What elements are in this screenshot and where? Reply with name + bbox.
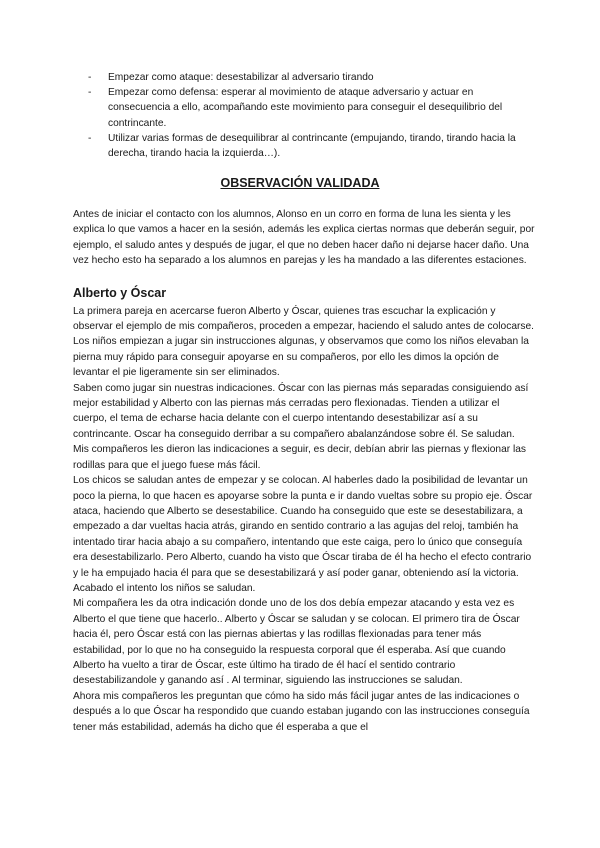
- section-title: OBSERVACIÓN VALIDADA: [220, 176, 380, 190]
- paragraph: Ahora mis compañeros les preguntan que cómo ha sido más fácil jugar antes de las indicaciones o después a lo que Óscar ha respondido que cuando estaban jugando con las instrucciones conseguía tener más estabilidad, además ha dicho que él esperaba a que el: [73, 690, 530, 733]
- bullet-list: [88, 70, 528, 161]
- bullet-text: Utilizar varias formas de desequilibrar al contrincante (empujando, tirando, tirando hacia la derecha, tirando hacia la izquierda…).: [108, 132, 516, 160]
- bullet-item: [88, 131, 528, 161]
- paragraph: Los chicos se saludan antes de empezar y se colocan. Al haberles dado la posibilidad de levantar un poco la pierna, lo que hacen es apoyarse sobre la punta e ir dando vueltas sobre su propio eje. Óscar ataca, haciendo que Alberto se desestabilice. Cuando ha conseguido que este se desestabilizara, a empezado a dar vueltas hacia atrás, girando en sentido contrario a las agujas del reloj, también ha intentado tirar hacia abajo a su compañero, intentando que este caiga, pero lo único que conseguía era desestabilizarlo. Pero Alberto, cuando ha visto que Óscar tiraba de él ha hecho el efecto contrario y le ha empujado hacia él para que se desestabilizará y así poder ganar, obteniendo así la victoria. Acabado el intento los niños se saludan.: [73, 475, 533, 594]
- bullet-item: [88, 85, 528, 131]
- bullet-dash: -: [88, 87, 92, 99]
- body-text: [73, 207, 535, 735]
- bullet-item: [88, 70, 528, 85]
- paragraph: La primera pareja en acercarse fueron Alberto y Óscar, quienes tras escuchar la explicación y observar el ejemplo de mis compañeros, proceden a empezar, haciendo el saludo antes de colocarse. Los niños empiezan a jugar sin instrucciones algunas, y observamos que como los niños elevaban la pierna muy rápido para conseguir apoyarse en su compañeros, por ello les dimos la opción de levantar el pie ligeramente sin ser eliminados.: [73, 305, 534, 379]
- paragraph: Mi compañera les da otra indicación donde uno de los dos debía empezar atacando y esta vez es Alberto el que tiene que hacerlo.. Alberto y Óscar se saludan y se colocan. El primero tira de Óscar hacia él, pero Óscar está con las piernas abiertas y las rodillas flexionadas para tener más estabilidad, por lo que no ha conseguido la respuesta corporal que él esperaba. Así que cuando Alberto ha vuelto a tirar de Óscar, este último ha tirado de él hací el sentido contrario desestabilizandole y ganando así . Al terminar, siguiendo las instrucciones se saludan.: [73, 598, 520, 687]
- bullet-dash: -: [88, 72, 92, 83]
- bullet-text: Empezar como ataque: desestabilizar al adversario tirando: [108, 72, 374, 83]
- paragraph: Saben como jugar sin nuestras indicaciones. Óscar con las piernas más separadas consiguiendo así mejor estabilidad y Alberto con las piernas más cerradas pero flexionadas. Tienden a utilizar el cuerpo, el tema de echarse hacia delante con el cuerpo intentando desestabilizar así a su contrincante. Oscar ha conseguido derribar a su compañero abalanzándose sobre él. Se saludan.: [73, 382, 529, 440]
- intro-paragraph: Antes de iniciar el contacto con los alumnos, Alonso en un corro en forma de luna les sienta y les explica lo que vamos a hacer en la sesión, además les explica ciertas normas que deberán seguir, por ejemplo, el saludo antes y después de jugar, el que no deben hacer daño ni dejarse hacer daño. Una vez hecho esto ha separado a los alumnos en parejas y les ha mandado a las diferentes estaciones.: [73, 209, 535, 267]
- paragraph: Mis compañeros les dieron las indicaciones a seguir, es decir, debían abrir las piernas y flexionar las rodillas para que el juego fuese más fácil.: [73, 444, 527, 471]
- bullet-dash: -: [88, 132, 92, 144]
- section-heading: Alberto y Óscar: [73, 285, 167, 300]
- bullet-text: Empezar como defensa: esperar al movimiento de ataque adversario y actuar en consecuencia a ello, acompañando este movimiento para conseguir el desequilibrio del contrincante.: [108, 87, 503, 129]
